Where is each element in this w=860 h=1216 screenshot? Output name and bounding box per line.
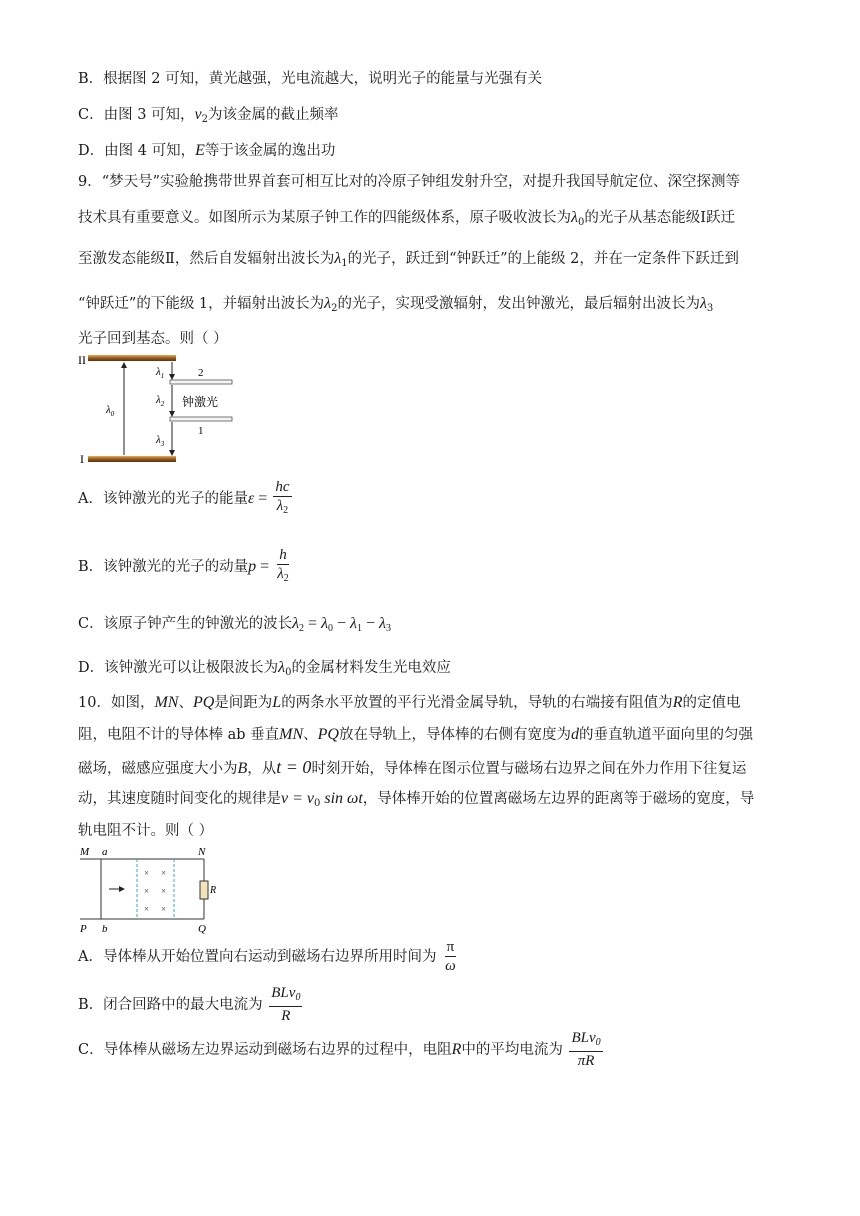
q9-option-b: B．该钟激光的光子的动量p = $\frac{h}{\lambda_2}$ <box>78 546 289 584</box>
label-Q: Q <box>198 923 206 935</box>
lambda2-label: $\lambda_2$ <box>156 394 165 408</box>
lambda3-label: $\lambda_3$ <box>156 434 165 448</box>
lambda1-label: $\lambda_1$ <box>156 366 165 380</box>
q9-stem-line-2: 技术具有重要意义。如图所示为某原子钟工作的四能级体系，原子吸收波长为$\lambda_0$的光子从基态能级Ⅰ跃迁 <box>78 209 736 228</box>
q9-option-a: A．该钟激光的光子的能量ε = $\frac{hc}{\lambda_2}$ <box>78 478 290 516</box>
level-I-bar <box>88 456 176 462</box>
label-b: b <box>102 923 108 935</box>
label-N: N <box>198 846 206 858</box>
label-P: P <box>80 923 87 935</box>
q8-option-d: D．由图 4 可知，E等于该金属的逸出功 <box>78 142 336 159</box>
laser-label: 钟激光 <box>182 395 219 409</box>
q9-option-c: C．该原子钟产生的钟激光的波长$\lambda_2 = \lambda_0 - \lambda_1 - \lambda_3$ <box>78 615 391 634</box>
q9-stem-line-1: 9．“梦天号”实验舱携带世界首套可相互比对的冷原子钟组发射升空，对提升我国导航定位、深空探测等 <box>78 174 741 190</box>
svg-text:×: × <box>161 886 167 896</box>
label-a: a <box>102 846 108 858</box>
level-II-label: II <box>78 353 86 367</box>
field-crosses <box>144 868 166 914</box>
level-2-label: 2 <box>198 367 204 379</box>
label-M: M <box>80 846 90 858</box>
rail-circuit-diagram <box>78 843 228 935</box>
q8-option-b: B．根据图 2 可知，黄光越强，光电流越大，说明光子的能量与光强有关 <box>78 71 543 87</box>
energy-level-diagram <box>78 350 248 470</box>
q9-stem-line-5: 光子回到基态。则（ ） <box>78 331 228 347</box>
level-2-bar <box>170 380 232 384</box>
lambda0-label: $\lambda_0$ <box>106 404 115 418</box>
q10-stem-line-5: 轨电阻不计。则（ ） <box>78 823 214 839</box>
q8-option-c: C．由图 3 可知，$v_2$为该金属的截止频率 <box>78 106 339 125</box>
level-1-label: 1 <box>198 425 204 437</box>
q10-stem-line-4: 动，其速度随时间变化的规律是$v = v_0$ sin ωt，导体棒开始的位置离磁场左边界的距离等于磁场的宽度，导 <box>78 790 755 809</box>
level-1-bar <box>170 417 232 421</box>
q10-stem-line-2: 阻，电阻不计的导体棒 ab 垂直MN、PQ放在导轨上，导体棒的右侧有宽度为d的垂直轨道平面向里的匀强 <box>78 726 753 743</box>
svg-text:×: × <box>161 868 167 878</box>
q9-option-d: D．该钟激光可以让极限波长为$\lambda_0$的金属材料发生光电效应 <box>78 659 451 678</box>
label-R: R <box>210 885 217 896</box>
q10-option-a: A．导体棒从开始位置向右运动到磁场右边界所用时间为 $\frac{\pi}{\omega}$ <box>78 938 456 974</box>
q10-option-c: C．导体棒从磁场左边界运动到磁场右边界的过程中，电阻R中的平均电流为 $\frac{BLv_0}{\pi R}$ <box>78 1029 601 1069</box>
svg-text:×: × <box>144 904 150 914</box>
q9-stem-line-3: 至激发态能级Ⅱ，然后自发辐射出波长为$\lambda_1$的光子，跃迁到“钟跃迁”的上能级 2，并在一定条件下跃迁到 <box>78 250 739 269</box>
level-II-bar <box>88 355 176 361</box>
q9-stem-line-4: “钟跃迁”的下能级 1，并辐射出波长为$\lambda_2$的光子，实现受激辐射，发出钟激光，最后辐射出波长为$\lambda_3$ <box>78 295 714 314</box>
q10-option-b: B．闭合回路中的最大电流为 $\frac{BLv_0}{R}$ <box>78 984 301 1024</box>
q10-stem-line-1: 10．如图，MN、PQ是间距为L的两条水平放置的平行光滑金属导轨，导轨的右端接有阻值为R的定值电 <box>78 694 741 711</box>
q10-stem-line-3: 磁场，磁感应强度大小为B，从t = 0时刻开始，导体棒在图示位置与磁场右边界之间在外力作用下往复运 <box>78 757 747 777</box>
svg-text:×: × <box>161 904 167 914</box>
svg-text:×: × <box>144 886 150 896</box>
resistor <box>200 881 208 899</box>
svg-text:×: × <box>144 868 150 878</box>
level-I-label: I <box>80 452 84 466</box>
